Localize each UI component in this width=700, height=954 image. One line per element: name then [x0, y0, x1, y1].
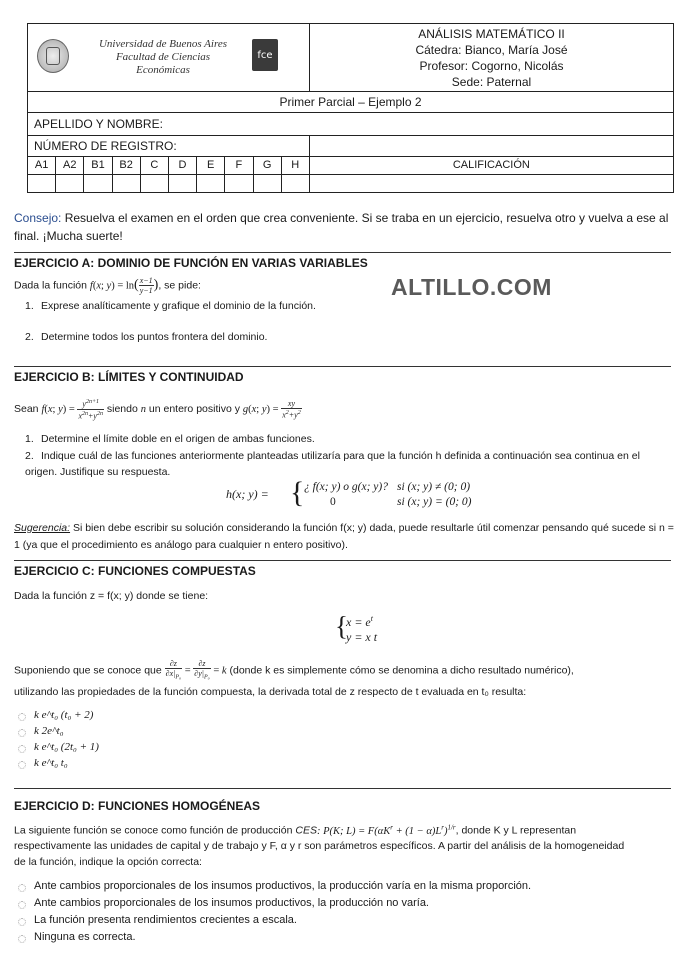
system-eq-1: $x = e^t$: [346, 614, 373, 629]
grade-blank: [28, 175, 56, 192]
section-b-item-1: 1. Determine el límite doble en el origen de ambas funciones.: [25, 433, 315, 445]
option-radio[interactable]: [18, 935, 26, 943]
section-c-title: EJERCICIO C: FUNCIONES COMPUESTAS: [14, 564, 256, 578]
section-d-option-1[interactable]: Ante cambios proporcionales de los insumos productivos, la producción varía en la misma proporción.: [34, 880, 532, 892]
fraction: $\frac{y^{2n+1}}{x^{2n}+y^{2n}}$: [78, 399, 103, 421]
name-field-label: APELLIDO Y NOMBRE:: [34, 117, 163, 131]
section-divider: [14, 788, 671, 789]
grade-blank: [197, 175, 225, 192]
section-d-title: EJERCICIO D: FUNCIONES HOMOGÉNEAS: [14, 799, 261, 813]
grade-blank: [169, 175, 197, 192]
section-a-intro: Dada la función f(x; y) = ln( $\frac{x-1}{y-1}$ ), se pide:: [14, 276, 201, 295]
section-c-option-1[interactable]: k e^t₀ (t₀ + 2): [34, 709, 94, 721]
fraction: $\frac{\partial z}{\partial x|_{P_0}}$: [165, 659, 182, 681]
section-a-item-1: 1. Exprese analíticamente y grafique el dominio de la función.: [25, 300, 316, 312]
system-brace: {: [335, 611, 348, 641]
grade-label: CALIFICACIÓN: [452, 159, 530, 171]
section-b-intro: Sean f(x; y) = $\frac{y^{2n+1}}{x^{2n}+y^{2n}}$ siendo n un entero positivo y g(x; y) = $\frac{xy}{x^2+y^2}$: [14, 398, 301, 421]
piecewise-bottom: 0: [330, 496, 336, 508]
grade-cell-label: C: [141, 157, 169, 174]
piecewise-brace: {: [290, 476, 305, 509]
advice-paragraph: Consejo: Resuelva el examen en el orden que crea conveniente. Si se traba en un ejercicio, resuelva otro y vuelva a ese al final. ¡Mucha suerte!: [14, 211, 669, 243]
section-divider: [14, 252, 671, 253]
section-c-option-3[interactable]: k e^t₀ (2t₀ + 1): [34, 741, 99, 753]
grade-blank-wide: [310, 175, 673, 192]
section-a-title: EJERCICIO A: DOMINIO DE FUNCIÓN EN VARIAS VARIABLES: [14, 256, 368, 270]
course-info: ANÁLISIS MATEMÁTICO II Cátedra: Bianco, María José Profesor: Cogorno, Nicolás Sede: Paternal: [415, 27, 568, 89]
grade-cell-label: B2: [113, 157, 141, 174]
watermark: ALTILLO.COM: [391, 274, 552, 300]
grade-cell-label: G: [254, 157, 282, 174]
registration-blank: [310, 136, 673, 156]
section-c-option-2[interactable]: k 2e^t₀: [34, 725, 64, 737]
piecewise-bottom-cond: si (x; y) = (0; 0): [397, 496, 472, 508]
piecewise-lhs: h(x; y) =: [226, 487, 269, 501]
fraction: $\frac{\partial z}{\partial y|_{P_0}}$: [194, 659, 210, 681]
uba-crest-icon: [37, 39, 69, 73]
grade-cell-label: A2: [56, 157, 84, 174]
section-c-paragraph-2: utilizando las propiedades de la función compuesta, la derivada total de z respecto de t evaluada en t₀ resulta:: [14, 686, 527, 698]
section-a-item-2: 2. Determine todos los puntos frontera del dominio.: [25, 331, 268, 343]
section-b-item-2: 2. Indique cuál de las funciones anteriormente planteadas utilizaría para que la función h definida a continuación sea continua en el origen. Justifique su respuesta.: [25, 450, 640, 478]
grade-grid-blanks: [28, 174, 673, 192]
section-d-option-4[interactable]: Ninguna es correcta.: [34, 931, 136, 943]
fce-logo-icon: fce: [252, 39, 278, 71]
option-radio[interactable]: [18, 729, 26, 737]
registration-field-label: NÚMERO DE REGISTRO:: [28, 136, 310, 156]
option-radio[interactable]: [18, 901, 26, 909]
piecewise-top-cond: si (x; y) ≠ (0; 0): [397, 481, 471, 493]
grade-blank: [254, 175, 282, 192]
section-d-option-3[interactable]: La función presenta rendimientos crecientes a escala.: [34, 914, 297, 926]
system-eq-2: y = x t: [346, 630, 378, 644]
section-b-title: EJERCICIO B: LÍMITES Y CONTINUIDAD: [14, 370, 244, 384]
option-radio[interactable]: [18, 918, 26, 926]
section-d-paragraph-1: La siguiente función se conoce como función de producción CES: P(K; $L) = F(\alpha K^r + (1 - \alpha)L^r)^{1/r}$, donde K y L representan: [14, 823, 577, 837]
university-name: Universidad de Buenos Aires Facultad de Ciencias Económicas: [98, 38, 227, 76]
fraction: $\frac{xy}{x^2+y^2}$: [282, 398, 301, 420]
section-divider: [14, 366, 671, 367]
grade-cell-label: D: [169, 157, 197, 174]
exam-title: Primer Parcial – Ejemplo 2: [279, 95, 422, 109]
grade-cell-label: F: [225, 157, 253, 174]
fraction: $\frac{x-1}{y-1}$: [139, 276, 153, 295]
section-c-intro: Dada la función z = f(x; y) donde se tiene:: [14, 590, 209, 602]
grade-blank: [113, 175, 141, 192]
grade-grid-labels: [28, 156, 673, 174]
section-c-option-4[interactable]: k e^t₀ t₀: [34, 757, 68, 769]
university-cell: [28, 24, 310, 91]
option-radio[interactable]: [18, 761, 26, 769]
section-b-hint: Sugerencia: Si bien debe escribir su solución considerando la función f(x; y) dada, puede resultarle útil comenzar pensando qué sucede si n = 1 (ya que el procedimiento es análogo para cualquier n entero positivo).: [14, 522, 674, 551]
grade-cell-label: B1: [84, 157, 112, 174]
option-radio[interactable]: [18, 745, 26, 753]
piecewise-top: ¿ f(x; y) o g(x; y)?: [304, 481, 388, 493]
grade-blank: [282, 175, 310, 192]
grade-blank: [225, 175, 253, 192]
exam-header-table: [27, 23, 674, 193]
section-d-paragraph-3: de la función, indique la opción correcta:: [14, 856, 202, 868]
grade-blank: [56, 175, 84, 192]
grade-blank: [84, 175, 112, 192]
grade-cell-label: H: [282, 157, 310, 174]
section-c-paragraph-1: Suponiendo que se conoce que $\frac{\partial z}{\partial x|_{P_0}}$ = $\frac{\partial z}{\partial y|_{P_0}}$ = k (donde k es simplemente cómo se denomina a dicho resultado numérico),: [14, 659, 574, 681]
section-divider: [14, 560, 671, 561]
option-radio[interactable]: [18, 713, 26, 721]
grade-cell-label: E: [197, 157, 225, 174]
grade-cell-label: A1: [28, 157, 56, 174]
option-radio[interactable]: [18, 884, 26, 892]
grade-blank: [141, 175, 169, 192]
section-d-option-2[interactable]: Ante cambios proporcionales de los insumos productivos, la producción no varía.: [34, 897, 429, 909]
section-d-paragraph-2: respectivamente las unidades de capital y de trabajo y F, α y r son parámetros específicos. A partir del análisis de la homogeneidad: [14, 840, 625, 852]
